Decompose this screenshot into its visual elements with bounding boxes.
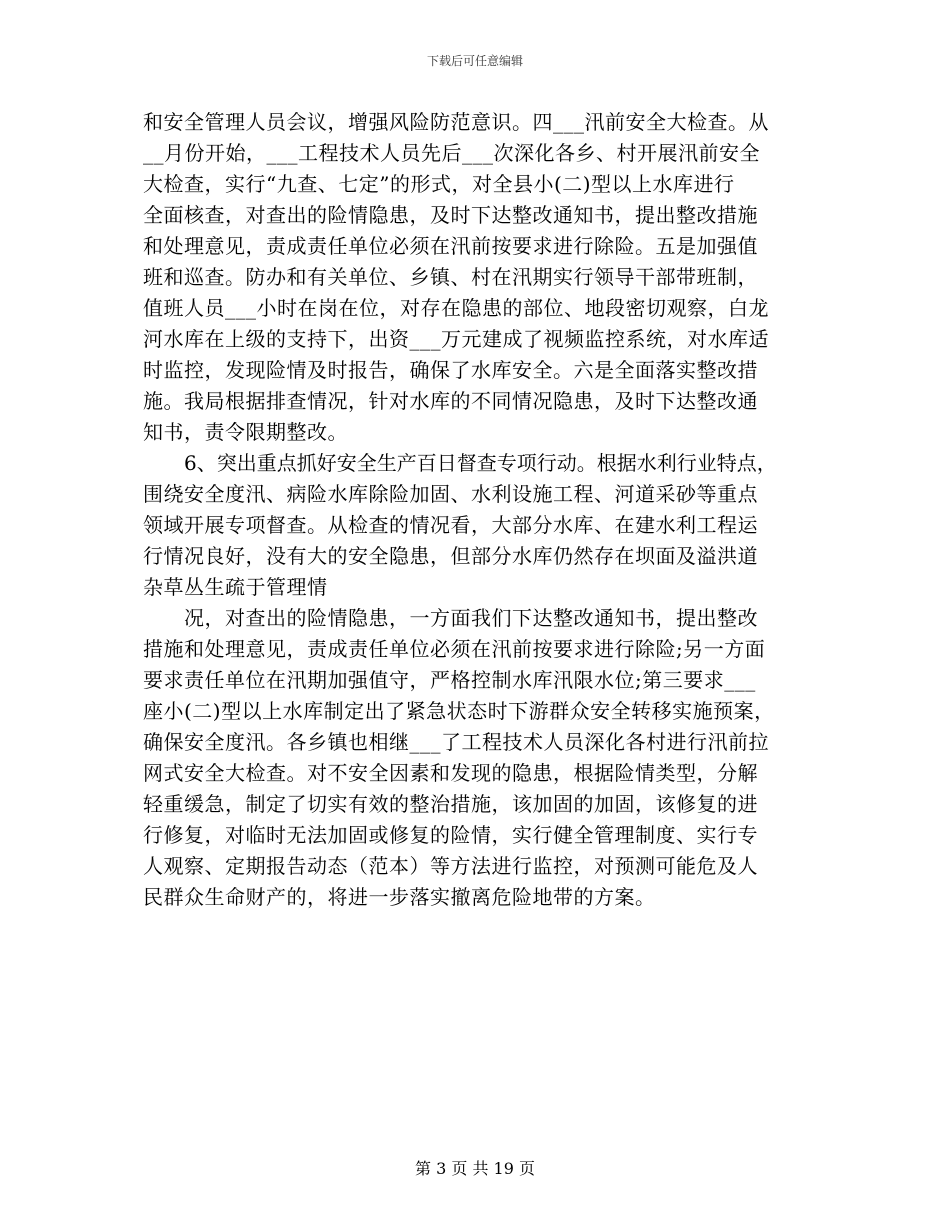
text-line: 知书，责令限期整改。: [143, 420, 348, 444]
text-line: 要求责任单位在汛期加强值守，严格控制水库汛限水位;第三要求___: [143, 668, 756, 692]
text-line: __月份开始，___工程技术人员先后___次深化各乡、村开展汛前安全: [143, 141, 760, 165]
text-line: 人观察、定期报告动态（范本）等方法进行监控，对预测可能危及人: [143, 854, 758, 878]
page-header-note: 下载后可任意编辑: [426, 54, 523, 68]
document-body: [143, 107, 823, 913]
text-line: 河水库在上级的支持下，出资___万元建成了视频监控系统，对水库适: [143, 327, 769, 351]
text-line: 时监控，发现险情及时报告，确保了水库安全。六是全面落实整改措: [143, 358, 758, 382]
page-number: 第 3 页 共 19 页: [415, 1159, 535, 1178]
text-line: 行情况良好，没有大的安全隐患，但部分水库仍然存在坝面及溢洪道: [143, 544, 758, 568]
text-line: 和处理意见，责成责任单位必须在汛前按要求进行除险。五是加强值: [143, 234, 758, 258]
text-line: 领域开展专项督查。从检查的情况看，大部分水库、在建水利工程运: [143, 513, 758, 537]
text-line: 大检查，实行“九查、七定”的形式，对全县小(二)型以上水库进行: [143, 172, 735, 196]
text-line: 班和巡查。防办和有关单位、乡镇、村在汛期实行领导干部带班制，: [143, 265, 758, 289]
text-line: 杂草丛生疏于管理情: [143, 575, 328, 599]
text-line: 和安全管理人员会议，增强风险防范意识。四___汛前安全大检查。从: [143, 110, 769, 134]
text-line: 措施和处理意见，责成责任单位必须在汛前按要求进行除险;另一方面: [143, 637, 766, 661]
text-line: 值班人员___小时在岗在位，对存在隐患的部位、地段密切观察，白龙: [143, 296, 769, 320]
text-line: 轻重缓急，制定了切实有效的整治措施，该加固的加固，该修复的进: [143, 792, 758, 816]
text-line: 网式安全大检查。对不安全因素和发现的隐患，根据险情类型，分解: [143, 761, 758, 785]
text-line: 座小(二)型以上水库制定出了紧急状态时下游群众安全转移实施预案，: [143, 699, 775, 723]
text-line: 施。我局根据排查情况，针对水库的不同情况隐患，及时下达整改通: [143, 389, 758, 413]
paragraph-1: [143, 107, 823, 448]
text-line: 况，对查出的险情隐患，一方面我们下达整改通知书，提出整改: [184, 606, 758, 630]
text-line: 民群众生命财产的，将进一步落实撤离危险地带的方案。: [143, 885, 656, 909]
paragraph-2: [143, 448, 823, 603]
text-line: 6、突出重点抓好安全生产百日督查专项行动。根据水利行业特点，: [184, 451, 777, 475]
text-line: 确保安全度汛。各乡镇也相继___了工程技术人员深化各村进行汛前拉: [143, 730, 769, 754]
text-line: 全面核查，对查出的险情隐患，及时下达整改通知书，提出整改措施: [143, 203, 758, 227]
text-line: 行修复，对临时无法加固或修复的险情，实行健全管理制度、实行专: [143, 823, 758, 847]
text-line: 围绕安全度汛、病险水库除险加固、水利设施工程、河道采砂等重点: [143, 482, 758, 506]
paragraph-3: [143, 603, 823, 913]
